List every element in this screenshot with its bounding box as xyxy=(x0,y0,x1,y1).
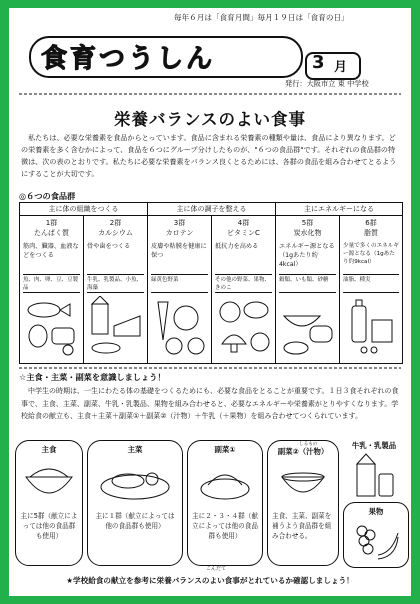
group-number: 2群 xyxy=(109,219,122,227)
dairy-label: 牛乳・乳製品 xyxy=(351,441,397,450)
header-divider xyxy=(19,92,401,96)
group-function: 皮膚や粘膜を健康に保つ xyxy=(151,243,207,259)
rice-bread-icon xyxy=(280,296,336,358)
group-foods: 緑黄色野菜 xyxy=(151,274,208,293)
vegetables-icon xyxy=(152,296,208,358)
side-dish-icon xyxy=(198,459,252,503)
main-dish-label: 主菜 xyxy=(127,445,143,454)
grapes-banana-icon xyxy=(352,519,400,563)
intro-paragraph: 私たちは、必要な栄養素を食品からとっています。食品に含まれる栄養素の種類や量は、食品により異なります。どの栄養素を多く含むかによって、食品を６つにグループ分けしたものが、"６つの食品群"です。それぞれの食品群の特徴は、次の表のとおりです。私たちに必要な栄養素をバランス良くとるためには、各群の食品を組み合わせてとるようにすることが大切です。 xyxy=(21,133,397,178)
footer-message: ★学校給食の献立を参考に栄養バランスのよい食事がとれているか確認しましょう！ xyxy=(66,576,354,585)
group-function: 筋肉、臓器、血液などをつくる xyxy=(23,243,79,259)
group-function: 抵抗力を高める xyxy=(215,243,259,250)
milk-cheese-icon xyxy=(88,296,144,358)
group-number: 4群 xyxy=(237,219,250,227)
group-name: たんぱく質 xyxy=(34,229,69,237)
fruit-label: 果物 xyxy=(368,507,384,516)
group-foods: その他の野菜、果物、きのこ xyxy=(215,274,272,293)
group-function: エネルギー源となる（1gあたり約4kcal） xyxy=(279,243,335,268)
meal-tips-heading: ☆主食・主菜・副菜を意識しましょう！ xyxy=(19,372,166,382)
staple-label: 主食 xyxy=(41,445,57,454)
group-function: 骨や歯をつくる xyxy=(87,243,131,250)
side-dish-1-desc: 主に２・３・４群（献立によっては他の食品群も使用） xyxy=(192,512,258,540)
group-foods: 油脂、種実 xyxy=(343,274,399,293)
footer-ruby: こんだて xyxy=(206,566,227,572)
side-dish-2-label: 副菜②（汁物） xyxy=(277,447,329,456)
section-divider xyxy=(19,366,401,370)
issuer-line: 発行：大阪市立 東 中学校 xyxy=(285,79,369,88)
food-groups-table xyxy=(19,202,403,364)
group-6-column xyxy=(340,216,402,363)
fruit-mushroom-icon xyxy=(216,296,272,358)
main-dish-icon xyxy=(98,459,172,503)
milk-carton-icon xyxy=(353,452,397,498)
soup-ruby: しるもの xyxy=(299,442,318,447)
group-number: 5群 xyxy=(301,219,314,227)
fruit-box xyxy=(343,502,409,568)
rice-bowl-icon xyxy=(24,459,74,503)
group-4-column xyxy=(212,216,276,363)
month-number: 3 xyxy=(312,52,325,73)
group-foods: 穀類、いも類、砂糖 xyxy=(279,274,336,293)
main-headline: 栄養バランスのよい食事 xyxy=(113,110,306,129)
category-energy: 主にエネルギーになる xyxy=(276,203,402,216)
group-name: カロテン xyxy=(165,229,194,237)
group-number: 6群 xyxy=(365,219,377,227)
group-name: ビタミンC xyxy=(227,229,260,237)
staple-box xyxy=(15,440,83,566)
group-foods: 牛乳、乳製品、小魚、海藻 xyxy=(87,274,144,293)
group-name: 脂質 xyxy=(364,229,378,237)
meal-tips-paragraph: 中学生の時期は、一生にわたる体の基礎をつくるためにも、必要な食品をとることが重要です。１日３食それぞれの食事で、主食、主菜、副菜、牛乳・乳製品、果物を組み合わせると、必要なエネルギーや栄養素がとりやすくなります。学校給食の献立も、主食＋主菜＋副菜①＋副菜②（汁物）＋牛乳（＋果物）を組み合わせてつくられています。 xyxy=(21,387,399,420)
main-dish-desc: 主に１群（献立によっては他の食品群も使用） xyxy=(95,512,175,530)
group-name: 炭水化物 xyxy=(293,229,322,237)
category-regulating: 主に体の調子を整える xyxy=(148,203,276,216)
group-foods: 魚、肉、卵、豆、豆製品 xyxy=(23,274,80,293)
oil-seeds-icon xyxy=(344,296,398,358)
newsletter-page xyxy=(9,8,411,596)
newsletter-title: 食育つうしん xyxy=(41,44,216,74)
fish-meat-egg-icon xyxy=(24,296,80,358)
main-dish-box xyxy=(87,440,183,566)
staple-desc: 主に5群（献立によっては他の食品群も使用） xyxy=(20,512,78,540)
group-3-column xyxy=(148,216,212,363)
group-5-column xyxy=(276,216,340,363)
group-number: 3群 xyxy=(173,219,186,227)
group-number: 1群 xyxy=(45,219,58,227)
month-unit: 月 xyxy=(334,60,348,75)
group-function: 少量で多くのエネルギー源となる（1gあたり約9kcal） xyxy=(343,243,399,265)
side-dish-2-desc: 主食、主菜、副菜を補うよう食品群を組み合わせる。 xyxy=(272,512,332,540)
category-body-building: 主に体の組織をつくる xyxy=(20,203,148,216)
top-note: 毎年６月は「食育月間」毎月１９日は「食育の日」 xyxy=(174,13,349,22)
group-name: カルシウム xyxy=(98,229,133,237)
side-dish-2-box xyxy=(267,440,339,566)
side-dish-1-label: 副菜① xyxy=(214,445,236,454)
group-2-column xyxy=(84,216,148,363)
soup-bowl-icon xyxy=(280,461,326,503)
group-1-column xyxy=(20,216,84,363)
side-dish-1-box xyxy=(187,440,263,566)
food-groups-heading: ◎６つの食品群 xyxy=(19,191,76,201)
